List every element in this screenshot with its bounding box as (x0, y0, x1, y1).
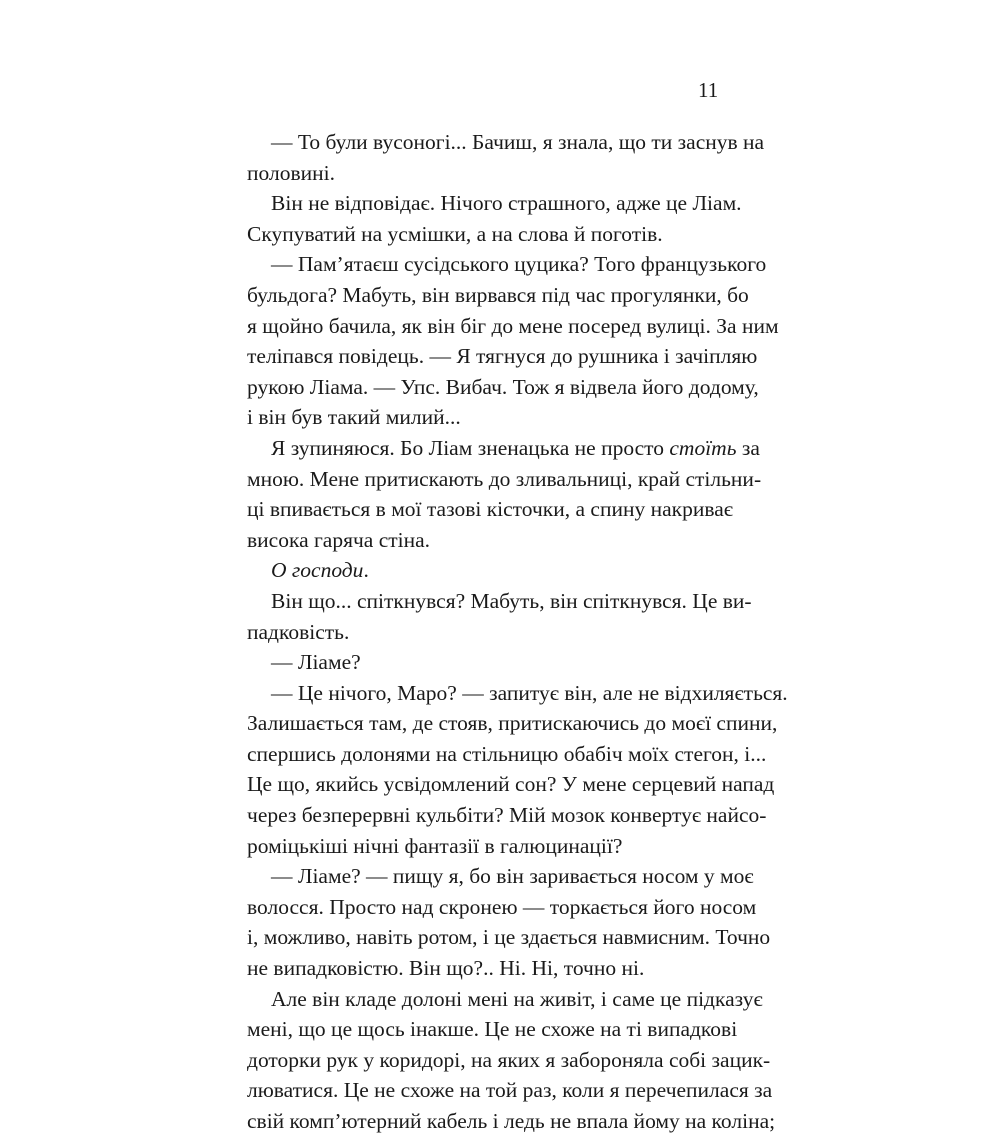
text-segment: теліпався повідець. — Я тягнуся до рушника і зачіпляю (247, 344, 758, 369)
text-line (247, 1075, 773, 1106)
text-segment: через безперервні кульбіти? Мій мозок конвертує найсо- (247, 803, 767, 828)
text-line (247, 861, 754, 892)
text-segment: за (736, 435, 760, 460)
body-text (247, 127, 788, 1137)
text-segment: Я зупиняюся. Бо Ліам зненацька не просто (271, 435, 670, 460)
text-segment: висока гаряча стіна. (247, 527, 431, 552)
text-segment: . (363, 558, 369, 583)
text-segment: мною. Мене притискають до зливальниці, край стільни- (247, 466, 762, 491)
text-segment: волосся. Просто над скронею — торкається його носом (247, 894, 757, 919)
text-line (247, 739, 767, 770)
text-line (247, 219, 718, 250)
text-line (247, 1014, 738, 1045)
text-segment: свій комп’ютерний кабель і ледь не впала йому на коліна; (247, 1109, 776, 1133)
text-segment: Залишається там, де стояв, притискаючись до моєї спини, (247, 711, 778, 736)
text-segment: мені, що це щось інакше. Це не схоже на ті випадкові (247, 1017, 738, 1042)
text-line (247, 372, 759, 403)
italic-text: О господи (271, 558, 364, 583)
text-segment: і, можливо, навіть ротом, і це здається навмисним. Точно (247, 925, 771, 950)
text-segment: бульдога? Мабуть, він вирвався під час прогулянки, бо (247, 282, 749, 307)
text-segment: і він був такий милий... (247, 405, 461, 430)
text-line (247, 678, 788, 709)
text-line (247, 617, 718, 648)
text-segment: — Пам’ятаєш сусідського цуцика? Того французького (271, 252, 767, 277)
text-line (247, 188, 742, 219)
text-segment: не випадковістю. Він що?.. Ні. Ні, точно ні. (247, 956, 645, 981)
text-line (247, 831, 718, 862)
text-segment: Це що, якийсь усвідомлений сон? У мене серцевий напад (247, 772, 775, 797)
text-line (247, 800, 767, 831)
text-line (247, 984, 763, 1015)
text-line (247, 769, 775, 800)
italic-text: стоїть (669, 435, 737, 460)
text-segment: спершись долонями на стільницю обабіч моїх стегон, і... (247, 741, 767, 766)
text-segment: — Ліаме? — пищу я, бо він заривається носом у моє (271, 864, 754, 889)
text-line (247, 433, 760, 464)
text-line (247, 892, 757, 923)
text-line (247, 922, 771, 953)
text-line (247, 647, 718, 678)
text-line (247, 586, 752, 617)
text-line (247, 1045, 771, 1076)
text-segment: Він що... спіткнувся? Мабуть, він спіткнувся. Це ви- (271, 588, 752, 613)
text-line (247, 341, 758, 372)
text-line (247, 158, 718, 189)
page-number: 11 (698, 78, 719, 102)
text-line (247, 525, 718, 556)
text-segment: Скупуватий на усмішки, а на слова й поготів. (247, 221, 663, 246)
text-line (247, 555, 718, 586)
text-line (247, 127, 765, 158)
text-line (247, 708, 778, 739)
text-line (247, 494, 733, 525)
text-segment: рукою Ліама. — Упс. Вибач. Тож я відвела його додому, (247, 374, 759, 399)
text-segment: люватися. Це не схоже на той раз, коли я перечепилася за (247, 1078, 773, 1103)
text-segment: я щойно бачила, як він біг до мене посеред вулиці. За ним (247, 313, 779, 338)
text-line (247, 953, 718, 984)
text-line (247, 464, 762, 495)
text-line (247, 249, 767, 280)
text-line (247, 402, 718, 433)
text-segment: — Це нічого, Маро? — запитує він, але не відхиляється. (271, 680, 788, 705)
text-line (247, 311, 779, 342)
text-segment: Але він кладе долоні мені на живіт, і саме це підказує (271, 986, 763, 1011)
text-segment: — То були вусоногі... Бачиш, я знала, що ти заснув на (271, 130, 765, 154)
text-segment: роміцькіші нічні фантазії в галюцинації? (247, 833, 623, 858)
text-segment: падковість. (247, 619, 350, 644)
text-segment: — Ліаме? (271, 650, 361, 675)
text-segment: доторки рук у коридорі, на яких я забороняла собі зацик- (247, 1047, 771, 1072)
text-segment: ці впивається в мої тазові кісточки, а спину накриває (247, 497, 733, 522)
text-segment: Він не відповідає. Нічого страшного, адже це Ліам. (271, 191, 742, 216)
text-segment: половині. (247, 160, 335, 185)
text-line (247, 280, 749, 311)
text-line (247, 1106, 776, 1137)
